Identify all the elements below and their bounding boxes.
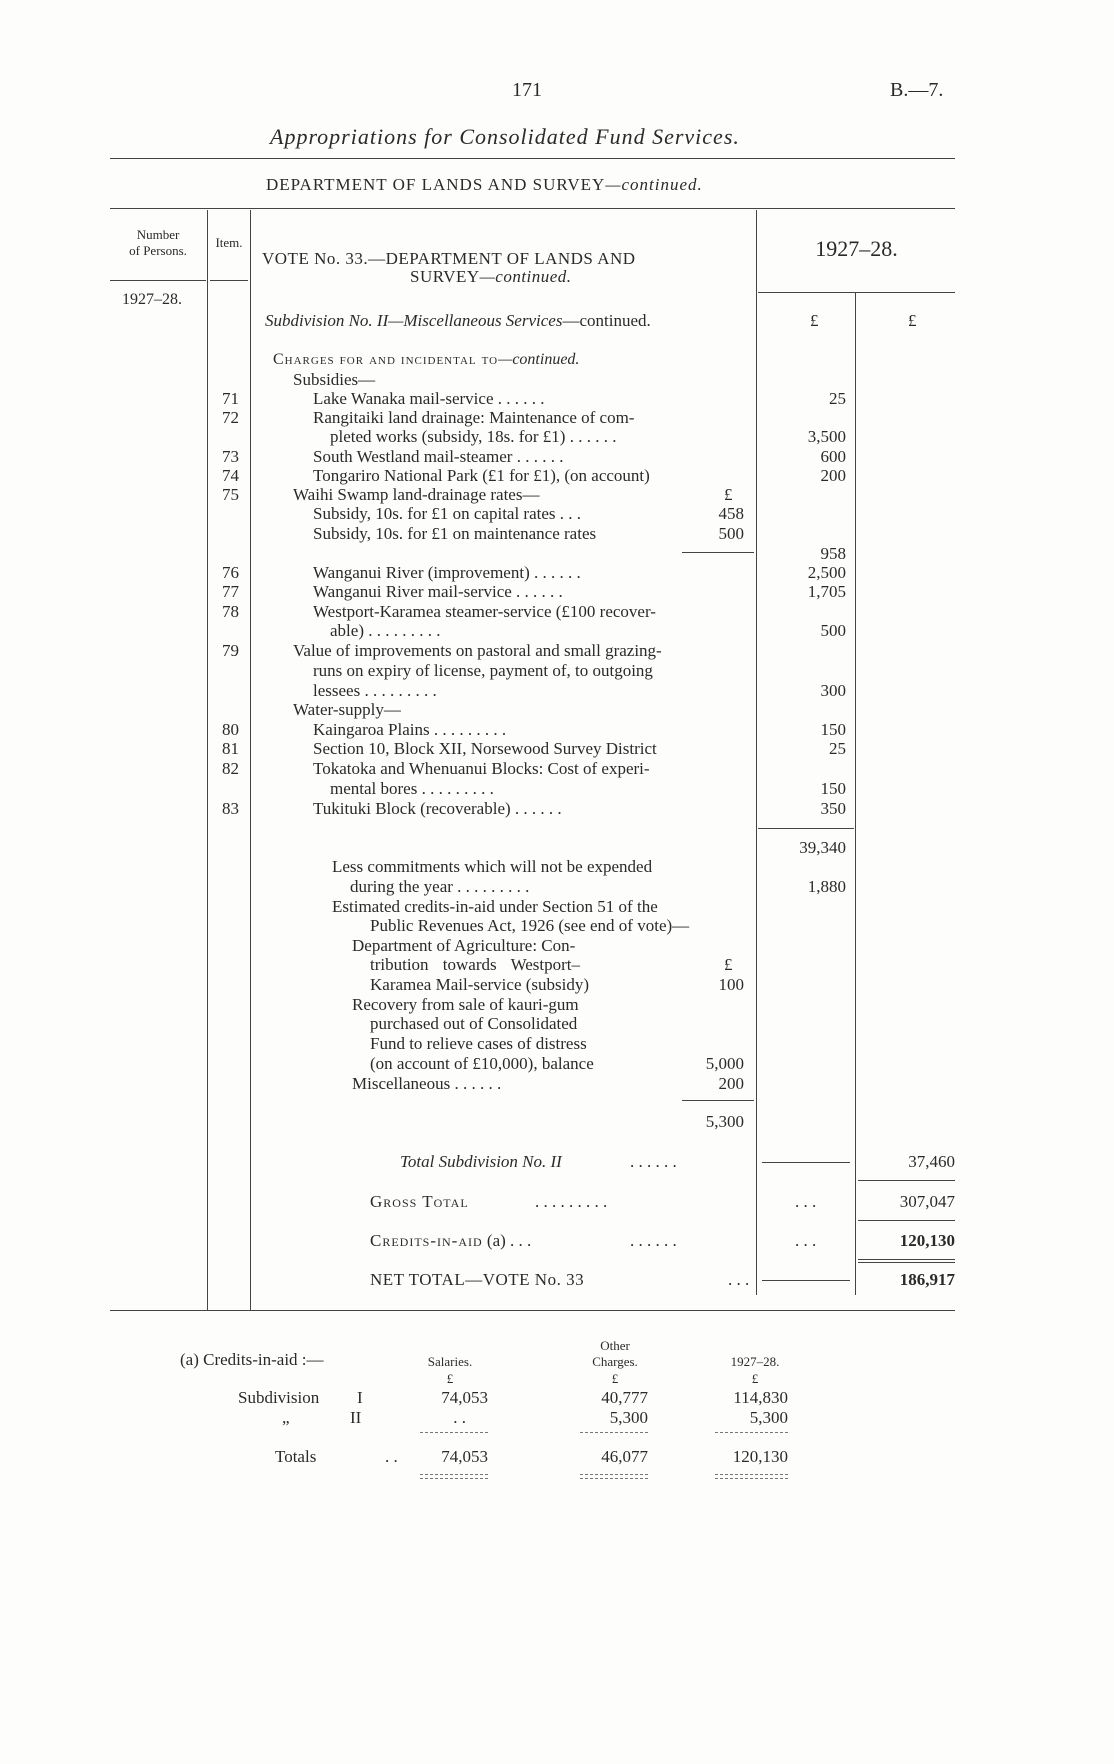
less-commitments-amount: 1,880 <box>807 877 846 896</box>
line-text: South Westland mail-steamer . . . . . . <box>313 447 564 466</box>
item-number: 73 <box>222 447 239 466</box>
agriculture-pound: £ <box>724 955 733 974</box>
vote-title-line2 <box>410 268 572 285</box>
footnote-col-other-2: Charges. <box>592 1354 638 1369</box>
footnote-totals-dots: . . <box>385 1447 398 1466</box>
line-text: Wanganui River (improvement) . . . . . . <box>313 563 581 582</box>
credits-sum-rule <box>682 1100 754 1101</box>
item-header: Item. <box>215 235 243 250</box>
item-number: 77 <box>222 582 239 601</box>
recovery-amount: 5,000 <box>705 1054 744 1073</box>
agriculture-amount: 100 <box>718 975 744 994</box>
gross-total-rule <box>858 1180 955 1181</box>
line-subamount: 500 <box>718 524 744 543</box>
footnote-totals-other: 46,077 <box>601 1447 648 1466</box>
persons-header-2: of Persons. <box>129 243 187 258</box>
line-text: able) . . . . . . . . . <box>330 621 441 640</box>
gross-total-label: Gross Total <box>370 1192 469 1211</box>
item-number: 71 <box>222 389 239 408</box>
line-text: Value of improvements on pastoral and small grazing- <box>293 641 662 660</box>
line-text: Westport-Karamea steamer-service (£100 recover- <box>313 602 656 621</box>
vote-continued: —continued. <box>479 267 572 286</box>
column-rule-persons <box>207 210 208 1310</box>
footnote-pound-other: £ <box>611 1371 619 1386</box>
item-head-rule <box>210 280 248 281</box>
item-number: 75 <box>222 485 239 504</box>
footnote-col-other-1: Other <box>600 1338 630 1353</box>
credits-in-aid-label: Credits-in-aid <box>370 1231 483 1250</box>
charges-continued: —continued. <box>498 351 580 368</box>
footnote-row-salaries: 74,053 <box>441 1388 488 1407</box>
credits-in-aid-note: (a) . . . <box>486 1231 532 1250</box>
page-number: 171 <box>512 79 542 101</box>
footnote-rule-other <box>580 1432 648 1433</box>
line-text: Section 10, Block XII, Norsewood Survey District <box>313 739 657 758</box>
total-subdivision-amount: 37,460 <box>908 1152 955 1171</box>
table-top-rule <box>110 208 955 209</box>
item-number: 76 <box>222 563 239 582</box>
footnote-totals-salaries: 74,053 <box>441 1447 488 1466</box>
net-total-amount: 186,917 <box>899 1270 955 1289</box>
line-amount: 500 <box>820 621 846 640</box>
miscellaneous-amount: 200 <box>718 1074 744 1093</box>
item-number: 74 <box>222 466 239 485</box>
footnote-double-rule-salaries-2 <box>420 1478 488 1479</box>
line-amount: 150 <box>820 720 846 739</box>
item-number: 80 <box>222 720 239 739</box>
line-text: mental bores . . . . . . . . . <box>330 779 494 798</box>
subtotal-amount: 39,340 <box>799 838 846 857</box>
persons-year: 1927–28. <box>122 291 182 308</box>
footnote-totals-label: Totals <box>275 1447 317 1466</box>
footnote-row-other: 5,300 <box>609 1408 648 1427</box>
estimated-credits-1: Estimated credits-in-aid under Section 51 of the <box>332 897 658 916</box>
year-header: 1927–28. <box>815 236 898 261</box>
total-subdivision-dash <box>762 1162 850 1163</box>
line-text: pleted works (subsidy, 18s. for £1) . . . . . . <box>330 427 617 446</box>
footnote-double-rule-salaries-1 <box>420 1474 488 1475</box>
line-amount: 600 <box>820 447 846 466</box>
footnote-double-rule-year-1 <box>715 1474 788 1475</box>
footnote-col-salaries: Salaries. <box>427 1354 473 1369</box>
waihi-sum-rule <box>682 552 754 553</box>
column-rule-total <box>855 292 856 1295</box>
page-title: Appropriations for Consolidated Fund Services. <box>270 124 740 149</box>
total-subdivision-dots: . . . . . . <box>630 1152 677 1171</box>
line-amount: 150 <box>820 779 846 798</box>
gross-total-dots: . . . . . . . . . <box>535 1192 608 1211</box>
line-amount: 25 <box>829 739 846 758</box>
estimated-credits-2: Public Revenues Act, 1926 (see end of vote)— <box>370 916 690 935</box>
agriculture-2: tribution towards Westport– <box>370 955 581 974</box>
footnote-rule-salaries <box>420 1432 488 1433</box>
footnote-row-other: 40,777 <box>601 1388 648 1407</box>
less-commitments-1: Less commitments which will not be expended <box>332 857 653 876</box>
item-number: 82 <box>222 759 239 778</box>
year-head-rule <box>758 292 955 293</box>
less-commitments-2: during the year . . . . . . . . . <box>350 877 530 896</box>
footnote-rule-year <box>715 1432 788 1433</box>
footnote-row-roman: II <box>350 1408 362 1427</box>
net-total-dots: . . . <box>728 1270 750 1289</box>
line-amount: 300 <box>820 681 846 700</box>
subdivision-heading <box>265 312 651 329</box>
table-bottom-rule <box>110 1310 955 1311</box>
total-subdivision-label: Total Subdivision No. II <box>400 1152 562 1171</box>
item-number: 83 <box>222 799 239 818</box>
credits-in-aid-amount: 120,130 <box>899 1231 955 1250</box>
water-supply-heading: Water-supply— <box>293 700 401 719</box>
line-amount: 200 <box>820 466 846 485</box>
credits-in-aid-mid: . . . <box>795 1231 817 1250</box>
credits-sum: 5,300 <box>705 1112 744 1131</box>
line-text: Tokatoka and Whenuanui Blocks: Cost of experi- <box>313 759 650 778</box>
vote-title-line1: VOTE No. 33.—DEPARTMENT OF LANDS AND <box>262 249 636 268</box>
pound-header-2: £ <box>908 311 917 330</box>
persons-header-1: Number <box>136 227 180 242</box>
line-text: Kaingaroa Plains . . . . . . . . . <box>313 720 507 739</box>
footnote-double-rule-other-2 <box>580 1478 648 1479</box>
line-text: Subsidy, 10s. for £1 on maintenance rates <box>313 524 597 543</box>
item-number: 78 <box>222 602 239 621</box>
net-total-label: NET TOTAL—VOTE No. 33 <box>370 1270 585 1289</box>
footnote-row-label: Subdivision <box>238 1388 320 1407</box>
footnote-row-roman: I <box>357 1388 363 1407</box>
recovery-3: Fund to relieve cases of distress <box>370 1034 587 1053</box>
footnote-label: (a) Credits-in-aid :— <box>180 1350 324 1369</box>
line-amount: 958 <box>820 544 846 563</box>
pound-header-1: £ <box>810 311 819 330</box>
credits-in-aid-dots: . . . . . . <box>630 1231 677 1250</box>
footnote-totals-year: 120,130 <box>732 1447 788 1466</box>
vote-survey: SURVEY <box>410 267 480 286</box>
subtotal-rule <box>758 828 854 829</box>
line-subamount: 458 <box>718 504 744 523</box>
waihi-pound: £ <box>724 485 733 504</box>
subsidies-heading: Subsidies— <box>293 370 376 389</box>
footnote-col-year: 1927–28. <box>730 1354 780 1369</box>
credits-in-aid-line <box>370 1232 531 1249</box>
footnote-pound-year: £ <box>751 1371 759 1386</box>
subdivision-title: Subdivision No. II—Miscellaneous Services <box>265 311 563 330</box>
department-name: DEPARTMENT OF LANDS AND SURVEY <box>266 175 606 194</box>
agriculture-3: Karamea Mail-service (subsidy) <box>370 975 590 994</box>
subdivision-continued: —continued. <box>562 311 651 330</box>
line-amount: 1,705 <box>807 582 846 601</box>
column-rule-amount <box>756 210 757 1295</box>
footnote-double-rule-year-2 <box>715 1478 788 1479</box>
miscellaneous: Miscellaneous . . . . . . <box>352 1074 502 1093</box>
agriculture-1: Department of Agriculture: Con- <box>352 936 576 955</box>
footnote-pound-salaries: £ <box>446 1371 454 1386</box>
line-amount: 25 <box>829 389 846 408</box>
line-text: Tukituki Block (recoverable) . . . . . . <box>313 799 562 818</box>
item-number: 81 <box>222 739 239 758</box>
line-text: Wanganui River mail-service . . . . . . <box>313 582 563 601</box>
charges-heading <box>273 352 579 368</box>
document-reference: B.—7. <box>890 79 944 101</box>
column-rule-item <box>250 210 251 1310</box>
line-text: Tongariro National Park (£1 for £1), (on account) <box>313 466 650 485</box>
line-amount: 3,500 <box>807 427 846 446</box>
line-text: runs on expiry of license, payment of, to outgoing <box>313 661 653 680</box>
net-total-rule-2 <box>858 1262 955 1263</box>
line-text: Lake Wanaka mail-service . . . . . . <box>313 389 545 408</box>
department-heading <box>266 176 703 193</box>
footnote-row-salaries: . . <box>453 1408 466 1427</box>
gross-total-amount: 307,047 <box>899 1192 955 1211</box>
line-text: Subsidy, 10s. for £1 on capital rates . . . <box>313 504 582 523</box>
footnote-row-label: „ <box>282 1408 290 1427</box>
credits-in-aid-rule <box>858 1220 955 1221</box>
footnote-row-year: 114,830 <box>733 1388 788 1407</box>
title-rule <box>110 158 955 159</box>
line-text: Rangitaiki land drainage: Maintenance of com- <box>313 408 635 427</box>
line-text: Waihi Swamp land-drainage rates— <box>293 485 540 504</box>
net-total-dash <box>762 1280 850 1281</box>
recovery-4: (on account of £10,000), balance <box>370 1054 594 1073</box>
line-amount: 2,500 <box>807 563 846 582</box>
gross-total-mid: . . . <box>795 1192 817 1211</box>
persons-head-rule <box>110 280 206 281</box>
net-total-rule-1 <box>858 1259 955 1260</box>
recovery-2: purchased out of Consolidated <box>370 1014 578 1033</box>
recovery-1: Recovery from sale of kauri-gum <box>352 995 579 1014</box>
line-text: lessees . . . . . . . . . <box>313 681 437 700</box>
charges-label: Charges for and incidental to <box>273 351 499 368</box>
footnote-row-year: 5,300 <box>749 1408 788 1427</box>
footnote-double-rule-other-1 <box>580 1474 648 1475</box>
department-continued: —continued. <box>605 175 703 194</box>
line-amount: 350 <box>820 799 846 818</box>
item-number: 79 <box>222 641 239 660</box>
item-number: 72 <box>222 408 239 427</box>
